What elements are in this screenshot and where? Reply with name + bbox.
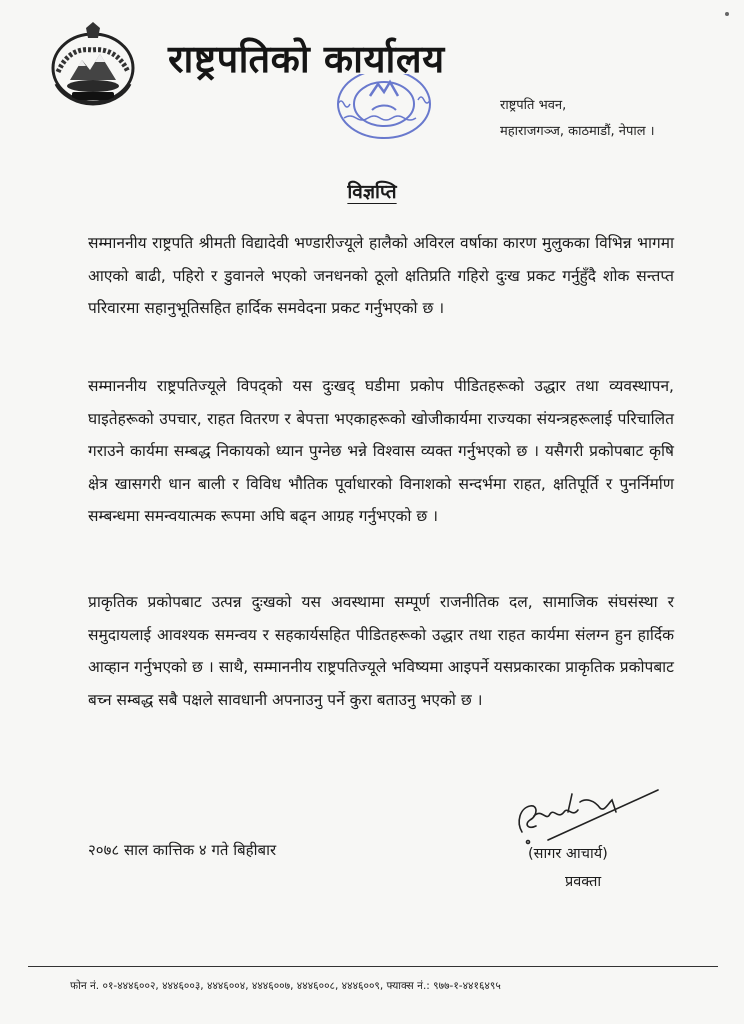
notice-title: विज्ञप्ति — [347, 181, 397, 203]
address-line-1: राष्ट्रपति भवन, — [500, 98, 567, 113]
issue-date: २०७८ साल कात्तिक ४ गते बिहीबार — [88, 841, 277, 859]
address-line-2: महाराजगञ्ज, काठमाडौं, नेपाल । — [500, 124, 655, 139]
national-emblem — [48, 20, 138, 106]
signer-name: (सागर आचार्य) — [528, 846, 608, 862]
footer-divider — [28, 966, 718, 967]
paragraph-condolence: सम्माननीय राष्ट्रपति श्रीमती विद्यादेवी भण्डारीज्यूले हालैको अविरल वर्षाका कारण मुलुकका विभिन्न भागमा आएको बाढी, पहिरो र डुवानले भएको जनधनको ठूलो क्षतिप्रति गहिरो दुःख प्रकट गर्नुहुँदै शोक सन्तप्त परिवारमा सहानुभूतिसहित हार्दिक समवेदना प्रकट गर्नुभएको छ । — [88, 234, 674, 317]
office-seal-stamp — [322, 74, 440, 156]
signer-role: प्रवक्ता — [565, 874, 602, 890]
paragraph-relief: सम्माननीय राष्ट्रपतिज्यूले विपद्को यस दुःखद् घडीमा प्रकोप पीडितहरूको उद्धार तथा व्यवस्थापन, घाइतेहरूको उपचार, राहत वितरण र बेपत्ता भएकाहरूको खोजीकार्यमा राज्यका संयन्त्रहरूलाई परिचालित गराउने कार्यमा सम्बद्ध निकायको ध्यान पुग्नेछ भन्ने विश्वास व्यक्त गर्नुभएको छ । यसैगरी प्रकोपबाट कृषि क्षेत्र खासगरी धान बाली र विविध भौतिक पूर्वाधारको विनाशको सन्दर्भमा राहत, क्षतिपूर्ति र पुनर्निर्माण सम्बन्धमा समन्वयात्मक रूपमा अघि बढ्न आग्रह गर्नुभएको छ । — [88, 377, 674, 525]
office-title: राष्ट्रपतिको कार्यालय — [168, 37, 445, 81]
scan-speck — [725, 12, 729, 16]
signature — [508, 782, 668, 852]
footer-contact: फोन नं. ०१-४४४६००२, ४४४६००३, ४४४६००४, ४४४६००७, ४४४६००८, ४४४६००९, फ्याक्स नं.: ९७७-१-४४१६४९५ — [70, 980, 501, 992]
office-address — [500, 93, 655, 145]
paragraph-appeal: प्राकृतिक प्रकोपबाट उत्पन्न दुःखको यस अवस्थामा सम्पूर्ण राजनीतिक दल, सामाजिक संघसंस्था र समुदायलाई आवश्यक समन्वय र सहकार्यसहित पीडितहरूको उद्धार तथा राहत कार्यमा संलग्न हुन हार्दिक आव्हान गर्नुभएको छ । साथै, सम्माननीय राष्ट्रपतिज्यूले भविष्यमा आइपर्ने यसप्रकारका प्राकृतिक प्रकोपबाट बच्न सम्बद्ध सबै पक्षले सावधानी अपनाउनु पर्ने कुरा बताउनु भएको छ । — [88, 593, 674, 709]
